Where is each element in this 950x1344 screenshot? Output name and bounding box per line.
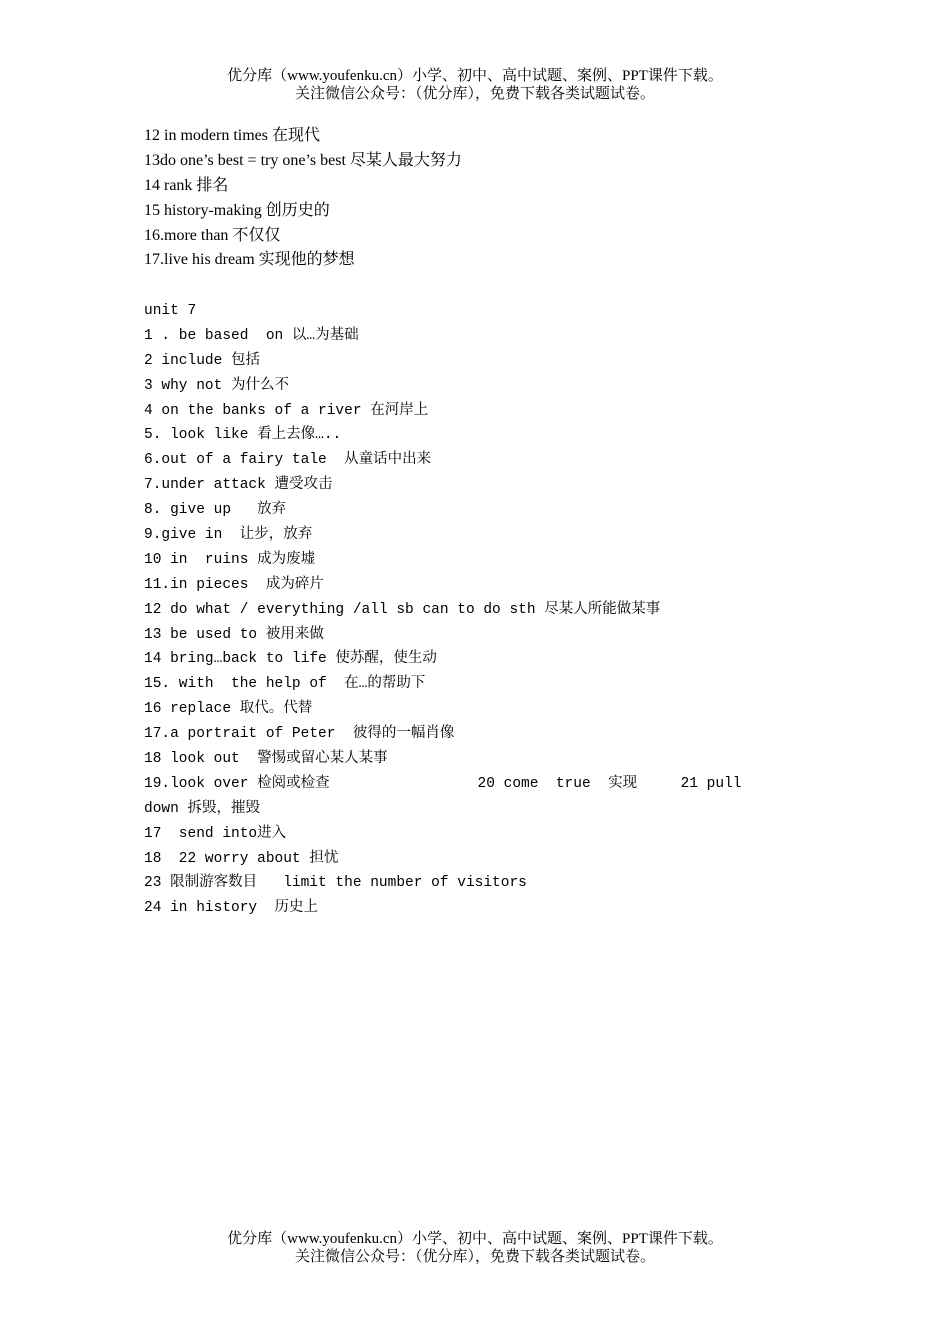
footer-line-1: 优分库（www.youfenku.cn）小学、初中、高中试题、案例、PPT课件下载。 xyxy=(227,1231,723,1247)
phrase-item: 2 include 包括 xyxy=(144,352,261,369)
phrase-item: 9.give in 让步，放弃 xyxy=(144,527,313,544)
phrase-item: 17 send into进入 xyxy=(144,825,287,842)
phrase-item: 24 in history 历史上 xyxy=(144,900,319,917)
phrase-item: 16 replace 取代。代替 xyxy=(144,701,313,718)
phrase-item: 18 look out 警惕或留心某人某事 xyxy=(144,751,388,768)
footer-line-2: 关注微信公众号：（优分库），免费下载各类试题试卷。 xyxy=(294,1249,655,1265)
phrase-item: 8. give up 放弃 xyxy=(144,502,287,519)
phrase-item: 7.under attack 遭受攻击 xyxy=(144,477,333,494)
phrase-item: 16.more than 不仅仅 xyxy=(144,226,281,244)
phrase-item: 14 bring…back to life 使苏醒，使生动 xyxy=(144,651,437,668)
phrase-item: 6.out of a fairy tale 从童话中出来 xyxy=(144,452,432,469)
phrase-item: 4 on the banks of a river 在河岸上 xyxy=(144,402,429,419)
phrase-item: 3 why not 为什么不 xyxy=(144,377,290,394)
phrase-item: 15. with the help of 在…的帮助下 xyxy=(144,676,426,693)
phrase-item: down 拆毁，摧毁 xyxy=(144,800,261,817)
phrase-item: 13do one’s best = try one’s best 尽某人最大努力 xyxy=(144,151,462,169)
phrase-item: 14 rank 排名 xyxy=(144,176,229,194)
phrase-item: 18 22 worry about 担忧 xyxy=(144,850,339,867)
phrase-item: 17.live his dream 实现他的梦想 xyxy=(144,251,355,269)
phrase-item: 12 in modern times 在现代 xyxy=(144,127,320,144)
unit-title: unit 7 xyxy=(144,303,197,319)
phrase-item: 13 be used to 被用来做 xyxy=(144,626,324,643)
header-line-1: 优分库（www.youfenku.cn）小学、初中、高中试题、案例、PPT课件下载。 xyxy=(227,68,723,84)
phrase-list-top xyxy=(144,124,462,273)
phrase-item: 23 限制游客数目 limit the number of visitors xyxy=(144,875,527,892)
phrase-item: 15 history-making 创历史的 xyxy=(144,201,330,219)
phrase-item: 12 do what / everything /all sb can to do sth 尽某人所能做某事 xyxy=(144,601,661,618)
unit-7-section xyxy=(144,299,741,921)
page-footer xyxy=(0,1230,950,1266)
phrase-item: 19.look over 检阅或检查 20 come true 实现 21 pull xyxy=(144,775,742,792)
page-header xyxy=(0,67,950,103)
phrase-item: 5. look like 看上去像….. xyxy=(144,427,342,444)
phrase-item: 17.a portrait of Peter 彼得的一幅肖像 xyxy=(144,726,455,743)
phrase-item: 10 in ruins 成为废墟 xyxy=(144,551,316,568)
header-line-2: 关注微信公众号：（优分库），免费下载各类试题试卷。 xyxy=(294,86,655,102)
phrase-item: 1 . be based on 以…为基础 xyxy=(144,327,359,344)
phrase-item: 11.in pieces 成为碎片 xyxy=(144,576,324,593)
